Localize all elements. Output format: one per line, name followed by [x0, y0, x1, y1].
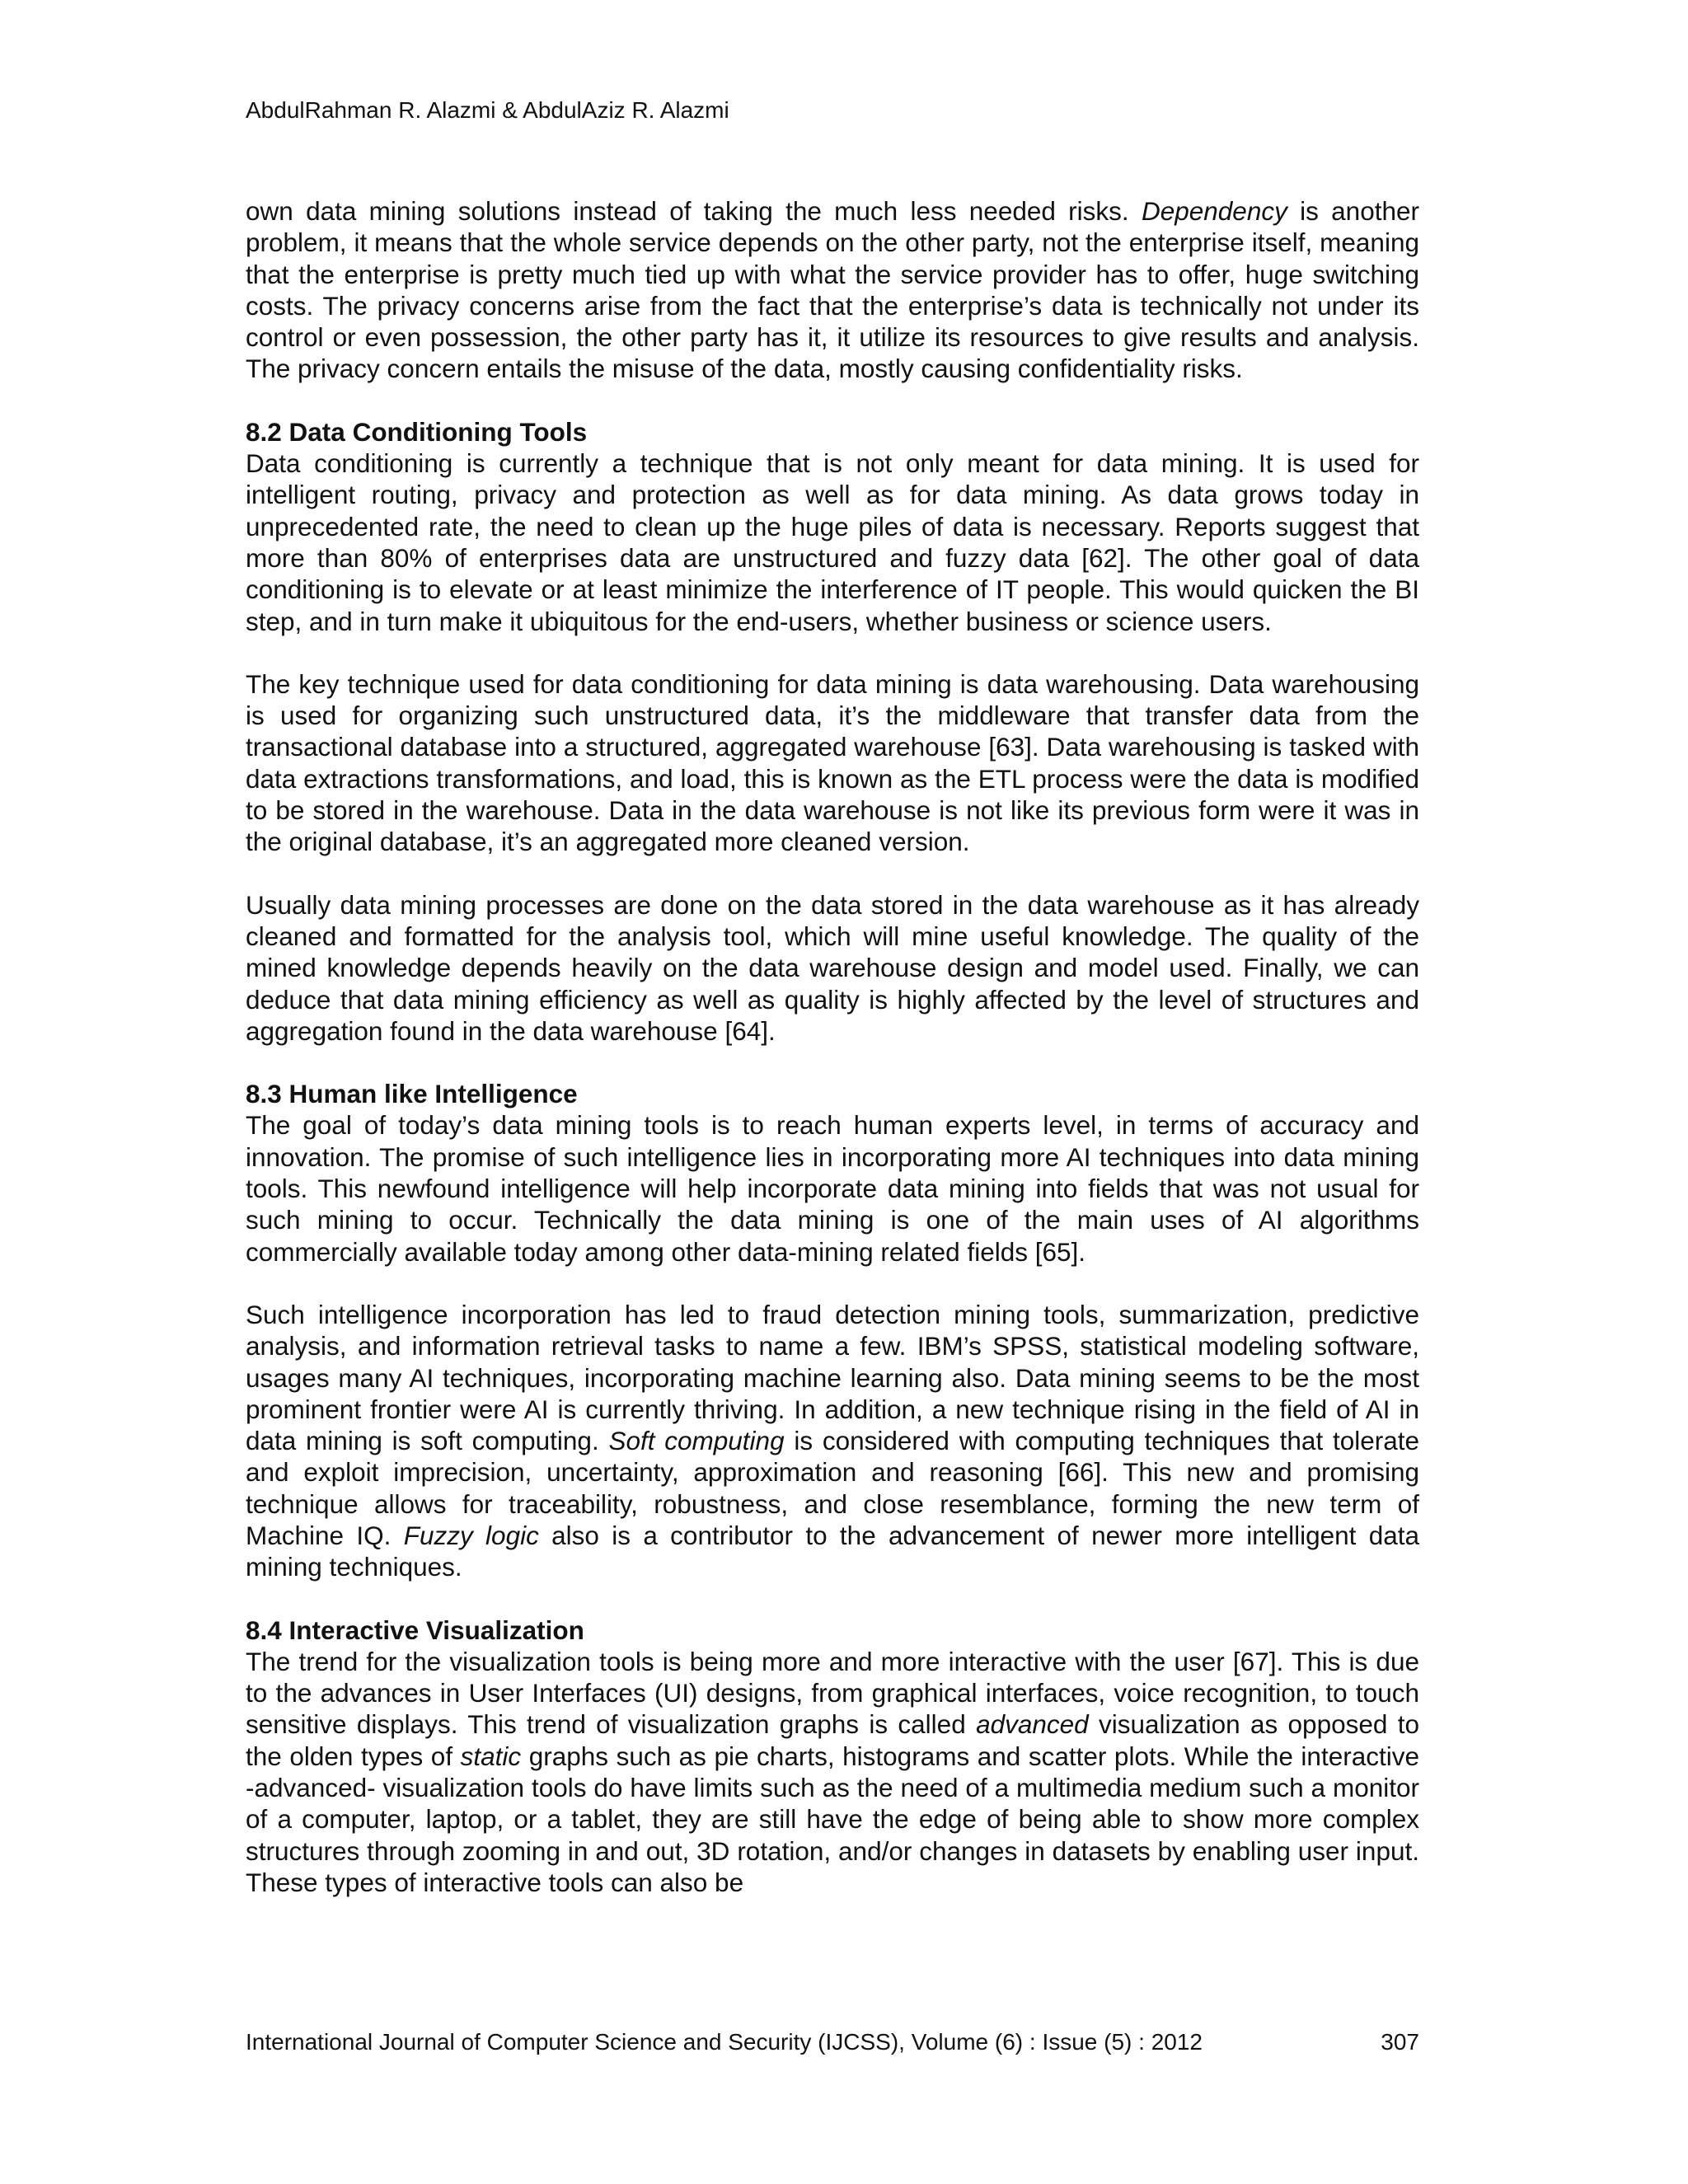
paragraph: The key technique used for data conditioning for data mining is data warehousing. Data warehousing is used for organizing such unstructured data, it’s the middleware that transfer data from the transactional database into a structured, aggregated warehouse [63]. Data warehousing is tasked with data extractions transformations, and load, this is known as the ETL process were the data is modified to be stored in the warehouse. Data in the data warehouse is not like its previous form were it was in the original database, it’s an aggregated more cleaned version.	[246, 668, 1419, 857]
text-run: visualization as opposed to the olden types of	[246, 1709, 1420, 1771]
text-run: graphs such as pie charts, histograms and scatter plots. While the interactive -advanced- visualization tools do have limits such as the need of a multimedia medium such a monitor of a computer, laptop, or a tablet, they are still have the edge of being able to show more complex structures through zooming in and out, 3D rotation, and/or changes in datasets by enabling user input. These types of interactive tools can also be	[246, 1741, 1419, 1897]
text-run: own data mining solutions instead of taking the much less needed risks.	[246, 196, 1142, 226]
paragraph: The goal of today’s data mining tools is to reach human experts level, in terms of accuracy and innovation. The promise of such intelligence lies in incorporating more AI techniques into data mining tools. This newfound intelligence will help incorporate data mining into fields that was not usual for such mining to occur. Technically the data mining is one of the main uses of AI algorithms commercially available today among other data-mining related fields [65].	[246, 1110, 1419, 1267]
section-heading: 8.4 Interactive Visualization	[246, 1615, 584, 1645]
italic-term: Fuzzy logic	[403, 1520, 539, 1550]
page-number: 307	[1381, 2029, 1419, 2055]
italic-term: Soft computing	[608, 1426, 785, 1456]
paragraph	[246, 1646, 1419, 1898]
paragraph: Data conditioning is currently a technique that is not only meant for data mining. It is used for intelligent routing, privacy and protection as well as for data mining. As data grows today in unprecedented rate, the need to clean up the huge piles of data is necessary. Reports suggest that more than 80% of enterprises data are unstructured and fuzzy data [62]. The other goal of data conditioning is to elevate or at least minimize the interference of IT people. This would quicken the BI step, and in turn make it ubiquitous for the end-users, whether business or science users.	[246, 448, 1419, 636]
italic-term: advanced	[976, 1709, 1089, 1740]
paragraph: Usually data mining processes are done on the data stored in the data warehouse as it has already cleaned and formatted for the analysis tool, which will mine useful knowledge. The quality of the mined knowledge depends heavily on the data warehouse design and model used. Finally, we can deduce that data mining efficiency as well as quality is highly affected by the level of structures and aggregation found in the data warehouse [64].	[246, 889, 1419, 1046]
running-head: AbdulRahman R. Alazmi & AbdulAziz R. Alazmi	[246, 97, 729, 123]
text-run: Such intelligence incorporation has led to fraud detection mining tools, summarization, predictive analysis, and information retrieval tasks to name a few. IBM’s SPSS, statistical modeling software, usages many AI techniques, incorporating machine learning also. Data mining seems to be the most prominent frontier were AI is currently thriving. In addition, a new technique rising in the field of AI in data mining is soft computing.	[246, 1299, 1419, 1456]
paragraph	[246, 1299, 1419, 1583]
article-body	[246, 195, 1419, 1898]
italic-term: static	[460, 1741, 522, 1771]
section-heading: 8.3 Human like Intelligence	[246, 1079, 578, 1109]
journal-citation: International Journal of Computer Science and Security (IJCSS), Volume (6) : Issue (5) : 2012	[246, 2029, 1203, 2055]
text-run: The trend for the visualization tools is being more and more interactive with the user [67]. This is due to the advances in User Interfaces (UI) designs, from graphical interfaces, voice recognition, to touch sensitive displays. This trend of visualization graphs is called	[246, 1646, 1419, 1740]
italic-term: Dependency	[1141, 196, 1287, 226]
section-heading: 8.2 Data Conditioning Tools	[246, 416, 588, 447]
text-run: is considered with computing techniques that tolerate and exploit imprecision, uncertainty, approximation and reasoning [66]. This new and promising technique allows for traceability, robustness, and close resemblance, forming the new term of Machine IQ.	[246, 1426, 1420, 1550]
text-run: also is a contributor to the advancement of newer more intelligent data mining techniques.	[246, 1520, 1420, 1582]
paragraph	[246, 195, 1419, 385]
text-run: is another problem, it means that the whole service depends on the other party, not the enterprise itself, meaning that the enterprise is pretty much tied up with what the service provider has to offer, huge switching costs. The privacy concerns arise from the fact that the enterprise’s data is technically not under its control or even possession, the other party has it, it utilize its resources to give results and analysis. The privacy concern entails the misuse of the data, mostly causing confidentiality risks.	[246, 196, 1419, 384]
